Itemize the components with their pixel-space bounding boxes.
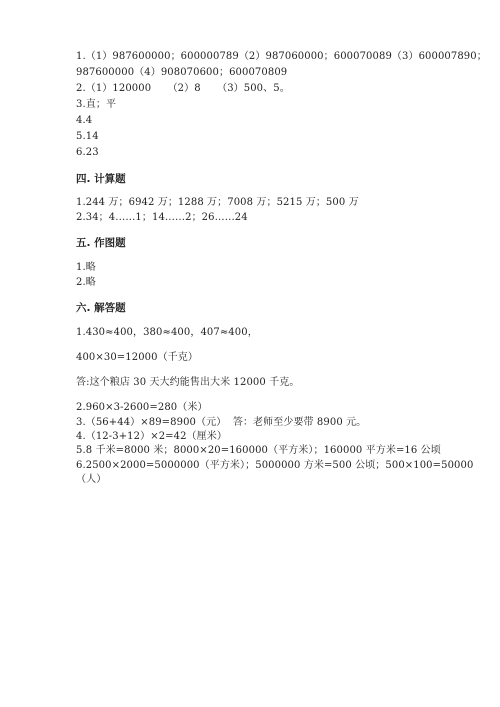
answer-line: 5.8 千米=8000 米；8000×20=160000（平方米）；160000 平方米=16 公顷 xyxy=(76,445,441,456)
answer-line: 3.（56+44）×89=8900（元） 答：老师至少要带 8900 元。 xyxy=(76,417,367,428)
answer-line: 1.430≈400，380≈400，407≈400， xyxy=(76,327,258,338)
answer-line: 2.（1）120000 （2）8 （3）500、5。 xyxy=(76,83,290,94)
answer-line: 1.略 xyxy=(76,262,96,273)
section-heading-drawing: 五. 作图题 xyxy=(76,237,126,249)
answer-line: 987600000（4）908070600；600070809 xyxy=(76,67,288,78)
answer-line: 答:这个粮店 30 天大约能售出大米 12000 千克。 xyxy=(76,377,300,388)
answer-line: 1.（1）987600000；600000789（2）987060000；600070089（3）600007890； xyxy=(76,51,487,62)
answer-line: 4.4 xyxy=(76,115,93,126)
answer-line: 3.直；平 xyxy=(76,99,117,110)
answer-line: 2.960×3-2600=280（米） xyxy=(76,402,208,413)
answer-line: （人） xyxy=(76,474,107,485)
answer-line: 4.（12-3+12）×2=42（厘米） xyxy=(76,431,227,442)
answer-line: 2.略 xyxy=(76,277,96,288)
answer-line: 5.14 xyxy=(76,131,99,142)
answer-line: 6.23 xyxy=(76,147,99,158)
section-heading-calculation: 四. 计算题 xyxy=(76,173,126,185)
answer-line: 6.2500×2000=5000000（平方米）；5000000 方米=500 公顷；500×100=50000 xyxy=(76,460,474,471)
answer-line: 2.34；4……1；14……2；26……24 xyxy=(76,212,248,223)
answer-line: 400×30=12000（千克） xyxy=(76,352,198,363)
answer-line: 1.244 万；6942 万；1288 万；7008 万；5215 万；500 万 xyxy=(76,197,359,208)
section-heading-word-problems: 六. 解答题 xyxy=(76,302,126,314)
